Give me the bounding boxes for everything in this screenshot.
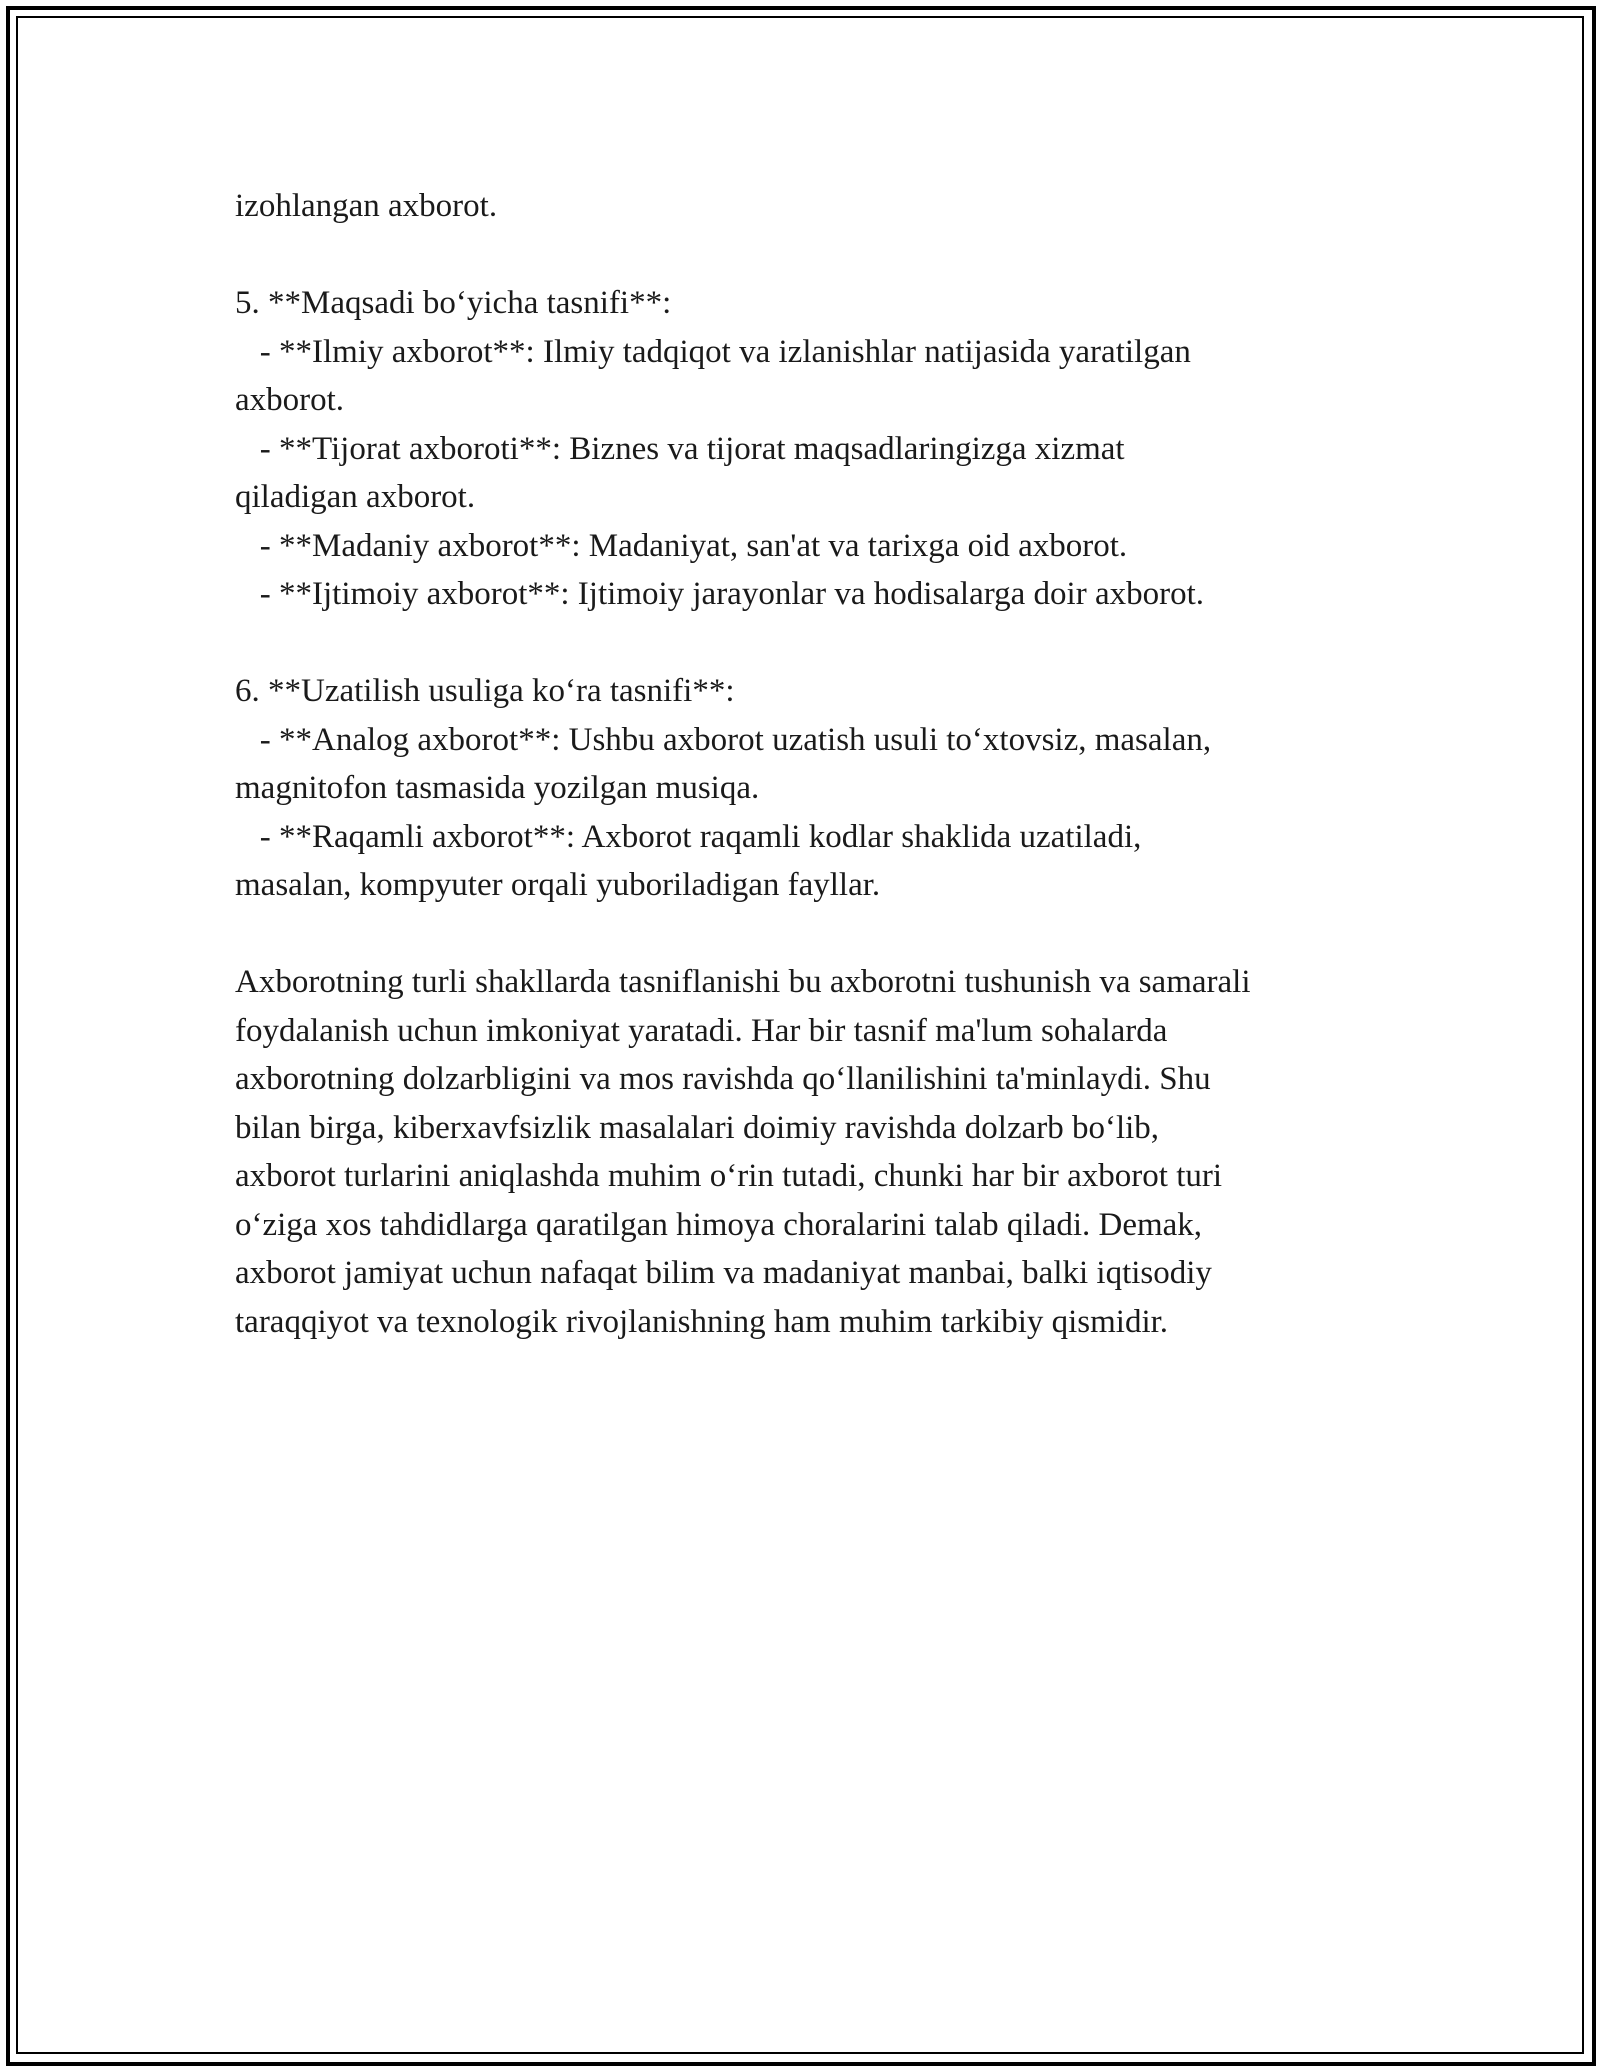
document-body: [235, 182, 1395, 1346]
list-item-line: - **Analog axborot**: Ushbu axborot uzatish usuli to‘xtovsiz, masalan,: [235, 721, 1212, 758]
paragraph-line: axborot turlarini aniqlashda muhim o‘rin tutadi, chunki har bir axborot turi: [235, 1158, 1223, 1194]
list-item-line: - **Ijtimoiy axborot**: Ijtimoiy jarayonlar va hodisalarga doir axborot.: [235, 576, 1205, 612]
blank-line: [235, 910, 1395, 959]
list-item-line: - **Madaniy axborot**: Madaniyat, san'at va tarixga oid axborot.: [235, 527, 1128, 564]
paragraph-line: bilan birga, kiberxavfsizlik masalalari doimiy ravishda dolzarb bo‘lib,: [235, 1109, 1160, 1146]
section-heading: 5. **Maqsadi bo‘yicha tasnifi**:: [235, 285, 672, 321]
continuation-line: izohlangan axborot.: [235, 188, 498, 224]
paragraph-line: Axborotning turli shakllarda tasniflanishi bu axborotni tushunish va samarali: [235, 964, 1251, 1000]
paragraph-line: o‘ziga xos tahdidlarga qaratilgan himoya choralarini talab qiladi. Demak,: [235, 1206, 1203, 1243]
blank-line: [235, 619, 1395, 668]
paragraph-line: taraqqiyot va texnologik rivojlanishning ham muhim tarkibiy qismidir.: [235, 1303, 1169, 1340]
list-item-line: - **Raqamli axborot**: Axborot raqamli kodlar shaklida uzatiladi,: [235, 818, 1142, 855]
list-item-line: - **Ilmiy axborot**: Ilmiy tadqiqot va izlanishlar natijasida yaratilgan: [235, 333, 1191, 370]
section-transmission-classification: [235, 667, 1395, 910]
blank-line: [235, 231, 1395, 280]
conclusion-paragraph: [235, 958, 1395, 1346]
paragraph-line: foydalanish uchun imkoniyat yaratadi. Har bir tasnif ma'lum sohalarda: [235, 1012, 1168, 1049]
paragraph-line: axborotning dolzarbligini va mos ravishda qo‘llanilishini ta'minlaydi. Shu: [235, 1061, 1211, 1097]
section-heading: 6. **Uzatilish usuliga ko‘ra tasnifi**:: [235, 673, 735, 709]
list-item-line: masalan, kompyuter orqali yuboriladigan fayllar.: [235, 867, 881, 903]
list-item-line: qiladigan axborot.: [235, 479, 476, 515]
paragraph-line: axborot jamiyat uchun nafaqat bilim va madaniyat manbai, balki iqtisodiy: [235, 1255, 1212, 1291]
list-item-line: magnitofon tasmasida yozilgan musiqa.: [235, 770, 760, 806]
list-item-line: - **Tijorat axboroti**: Biznes va tijorat maqsadlaringizga xizmat: [235, 430, 1125, 467]
list-item-line: axborot.: [235, 382, 345, 418]
section-purpose-classification: [235, 279, 1395, 619]
